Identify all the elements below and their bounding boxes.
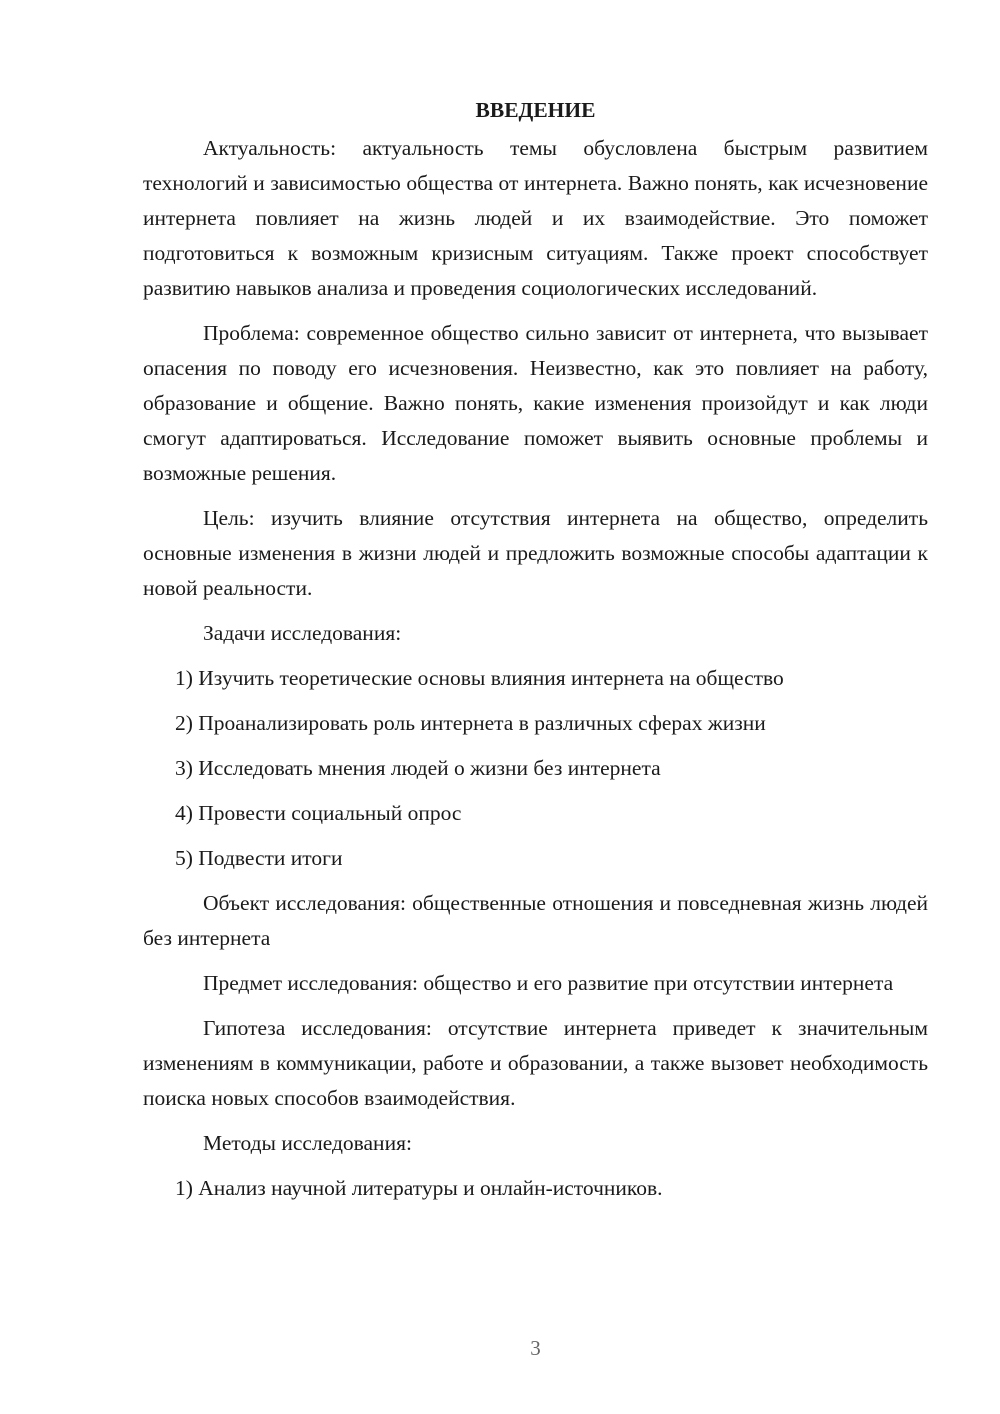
page-content xyxy=(143,95,928,1216)
task-item: 5) Подвести итоги xyxy=(175,846,343,870)
paragraph-subject: Предмет исследования: общество и его развитие при отсутствии интернета xyxy=(203,971,894,995)
paragraph-problem: Проблема: современное общество сильно зависит от интернета, что вызывает опасения по поводу его исчезновения. Неизвестно, как это повлияет на работу, образование и общение. Важно понять, какие изменения произойдут и как люди смогут адаптироваться. Исследование поможет выявить основные проблемы и возможные решения. xyxy=(143,321,928,485)
task-item: 2) Проанализировать роль интернета в различных сферах жизни xyxy=(175,711,766,735)
page-title: ВВЕДЕНИЕ xyxy=(475,98,596,122)
page-number: 3 xyxy=(530,1336,541,1360)
task-item: 3) Исследовать мнения людей о жизни без интернета xyxy=(175,756,661,780)
methods-heading: Методы исследования: xyxy=(203,1131,412,1155)
task-item: 4) Провести социальный опрос xyxy=(175,801,462,825)
method-item: 1) Анализ научной литературы и онлайн-источников. xyxy=(175,1176,663,1200)
paragraph-hypothesis: Гипотеза исследования: отсутствие интернета приведет к значительным изменениям в коммуникации, работе и образовании, а также вызовет необходимость поиска новых способов взаимодействия. xyxy=(143,1016,928,1110)
paragraph-object: Объект исследования: общественные отношения и повседневная жизнь людей без интернета xyxy=(143,891,928,950)
task-item: 1) Изучить теоретические основы влияния интернета на общество xyxy=(175,666,784,690)
paragraph-relevance: Актуальность: актуальность темы обусловлена быстрым развитием технологий и зависимостью общества от интернета. Важно понять, как исчезновение интернета повлияет на жизнь людей и их взаимодействие. Это поможет подготовиться к возможным кризисным ситуациям. Также проект способствует развитию навыков анализа и проведения социологических исследований. xyxy=(143,136,928,300)
tasks-heading: Задачи исследования: xyxy=(203,621,402,645)
paragraph-goal: Цель: изучить влияние отсутствия интернета на общество, определить основные изменения в жизни людей и предложить возможные способы адаптации к новой реальности. xyxy=(143,506,928,600)
